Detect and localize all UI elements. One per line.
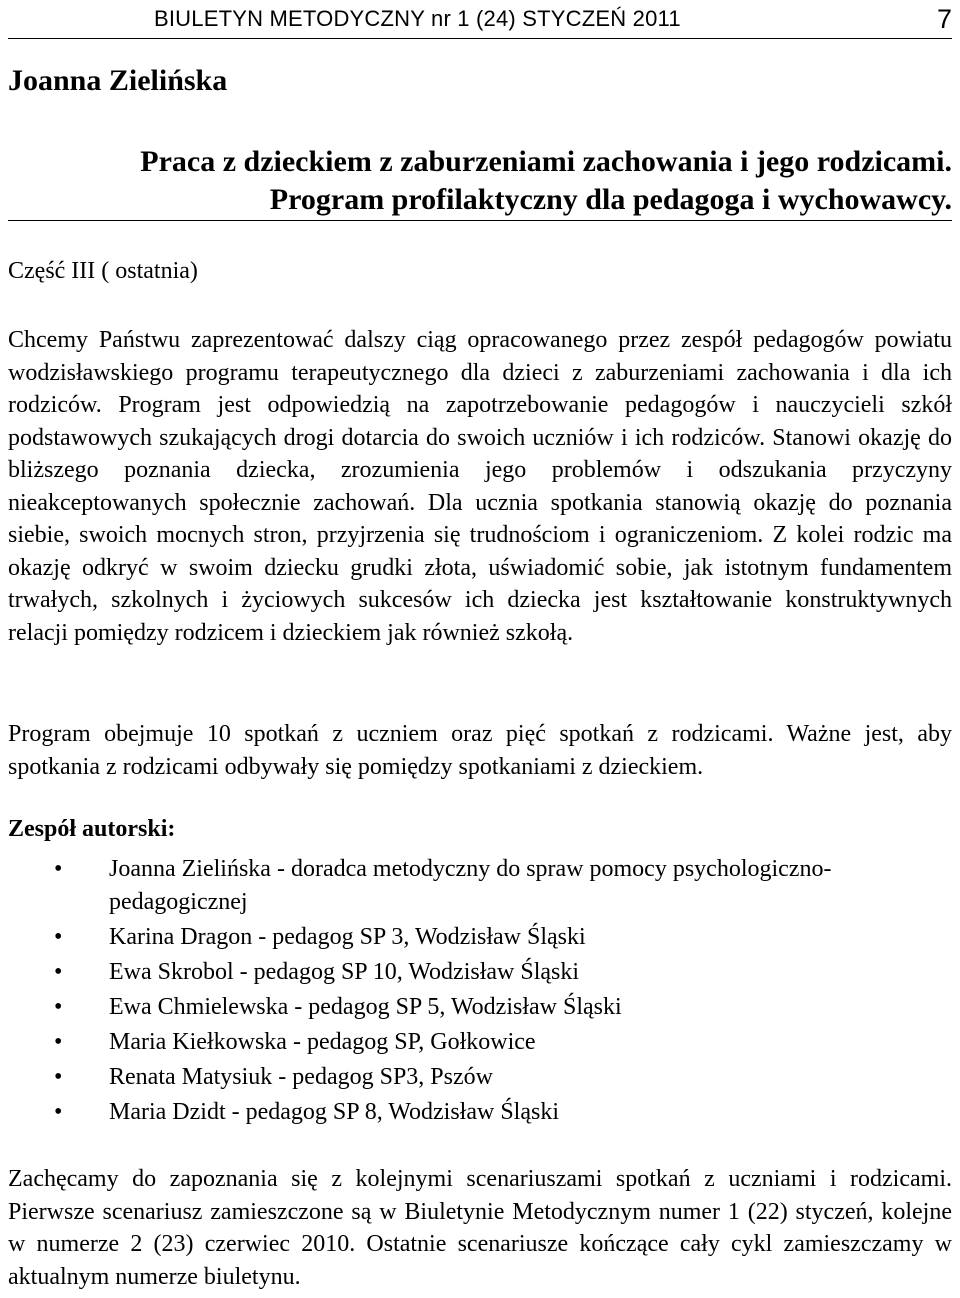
team-member [8, 991, 952, 1024]
running-header [8, 4, 952, 39]
team-member [8, 853, 952, 918]
team-member-text: Renata Matysiuk - pedagog SP3, Pszów [109, 1063, 493, 1090]
team-list [8, 853, 952, 1131]
bullet-icon: • [54, 993, 63, 1020]
bullet-icon: • [54, 923, 63, 950]
bullet-icon: • [54, 856, 63, 882]
program-paragraph: Program obejmuje 10 spotkań z uczniem oraz pięć spotkań z rodzicami. Ważne jest, aby spotkania z rodzicami odbywały się pomiędzy spotkaniami z dzieckiem. [8, 721, 952, 780]
team-member-text: Ewa Chmielewska - pedagog SP 5, Wodzisław Śląski [109, 993, 622, 1020]
team-member [8, 1026, 952, 1059]
team-member-text: Ewa Skrobol - pedagog SP 10, Wodzisław Śląski [109, 958, 580, 985]
team-member [8, 921, 952, 954]
team-member [8, 1061, 952, 1094]
journal-title: BIULETYN METODYCZNY nr 1 (24) STYCZEŃ 2011 [154, 6, 681, 31]
intro-paragraph: Chcemy Państwu zaprezentować dalszy ciąg opracowanego przez zespół pedagogów powiatu wodzisławskiego programu terapeutycznego dla dzieci z zaburzeniami zachowania i dla ich rodziców. Program jest odpowiedzią na zapotrzebowanie pedagogów i nauczycieli szkół podstawowych szukających drogi dotarcia do swoich uczniów i ich rodziców. Stanowi okazję do bliższego poznania dziecka, zrozumienia jego problemów i odszukania przyczyny nieakceptowanych społecznie zachowań. Dla ucznia spotkania stanowią okazję do poznania siebie, swoich mocnych stron, przyjrzenia się trudnościom i ograniczeniom. Z kolei rodzic ma okazję odkryć w swoim dziecku grudki złota, uświadomić sobie, jak istotnym fundamentem trwałych, szkolnych i życiowych sukcesów ich dziecka jest kształtowanie konstruktywnych relacji pomiędzy rodzicem i dzieckiem jak również szkołą. [8, 327, 952, 646]
article-title [8, 143, 952, 219]
closing-paragraph: Zachęcamy do zapoznania się z kolejnymi scenariuszami spotkań z uczniami i rodzicami. Pierwsze scenariusz zamieszczone są w Biuletynie Metodycznym numer 1 (22) styczeń, kolejne w numerze 2 (23) czerwiec 2010. Ostatnie scenariusze kończące cały cykl zamieszczamy w aktualnym numerze biuletynu. [8, 1166, 952, 1290]
page-number: 7 [936, 4, 952, 34]
bullet-icon: • [54, 958, 63, 985]
section-label: Część III ( ostatnia) [8, 258, 198, 284]
article-author: Joanna Zielińska [8, 64, 228, 97]
article-title-line-2: Program profilaktyczny dla pedagoga i wychowawcy. [269, 183, 952, 216]
team-member-text: Maria Kiełkowska - pedagog SP, Gołkowice [109, 1028, 536, 1055]
article-title-line-1: Praca z dzieckiem z zaburzeniami zachowania i jego rodzicami. [140, 145, 952, 178]
bullet-icon: • [54, 1028, 63, 1055]
team-member-text: Karina Dragon - pedagog SP 3, Wodzisław Śląski [109, 923, 586, 950]
team-member-text: Joanna Zielińska - doradca metodyczny do spraw pomocy psychologiczno-pedagogicznej [109, 856, 832, 915]
bullet-icon: • [54, 1063, 63, 1090]
title-divider [8, 220, 952, 221]
team-member [8, 1096, 952, 1129]
bullet-icon: • [54, 1098, 63, 1125]
team-member-text: Maria Dzidt - pedagog SP 8, Wodzisław Śląski [109, 1098, 560, 1125]
team-member [8, 956, 952, 989]
team-heading: Zespół autorski: [8, 816, 176, 842]
